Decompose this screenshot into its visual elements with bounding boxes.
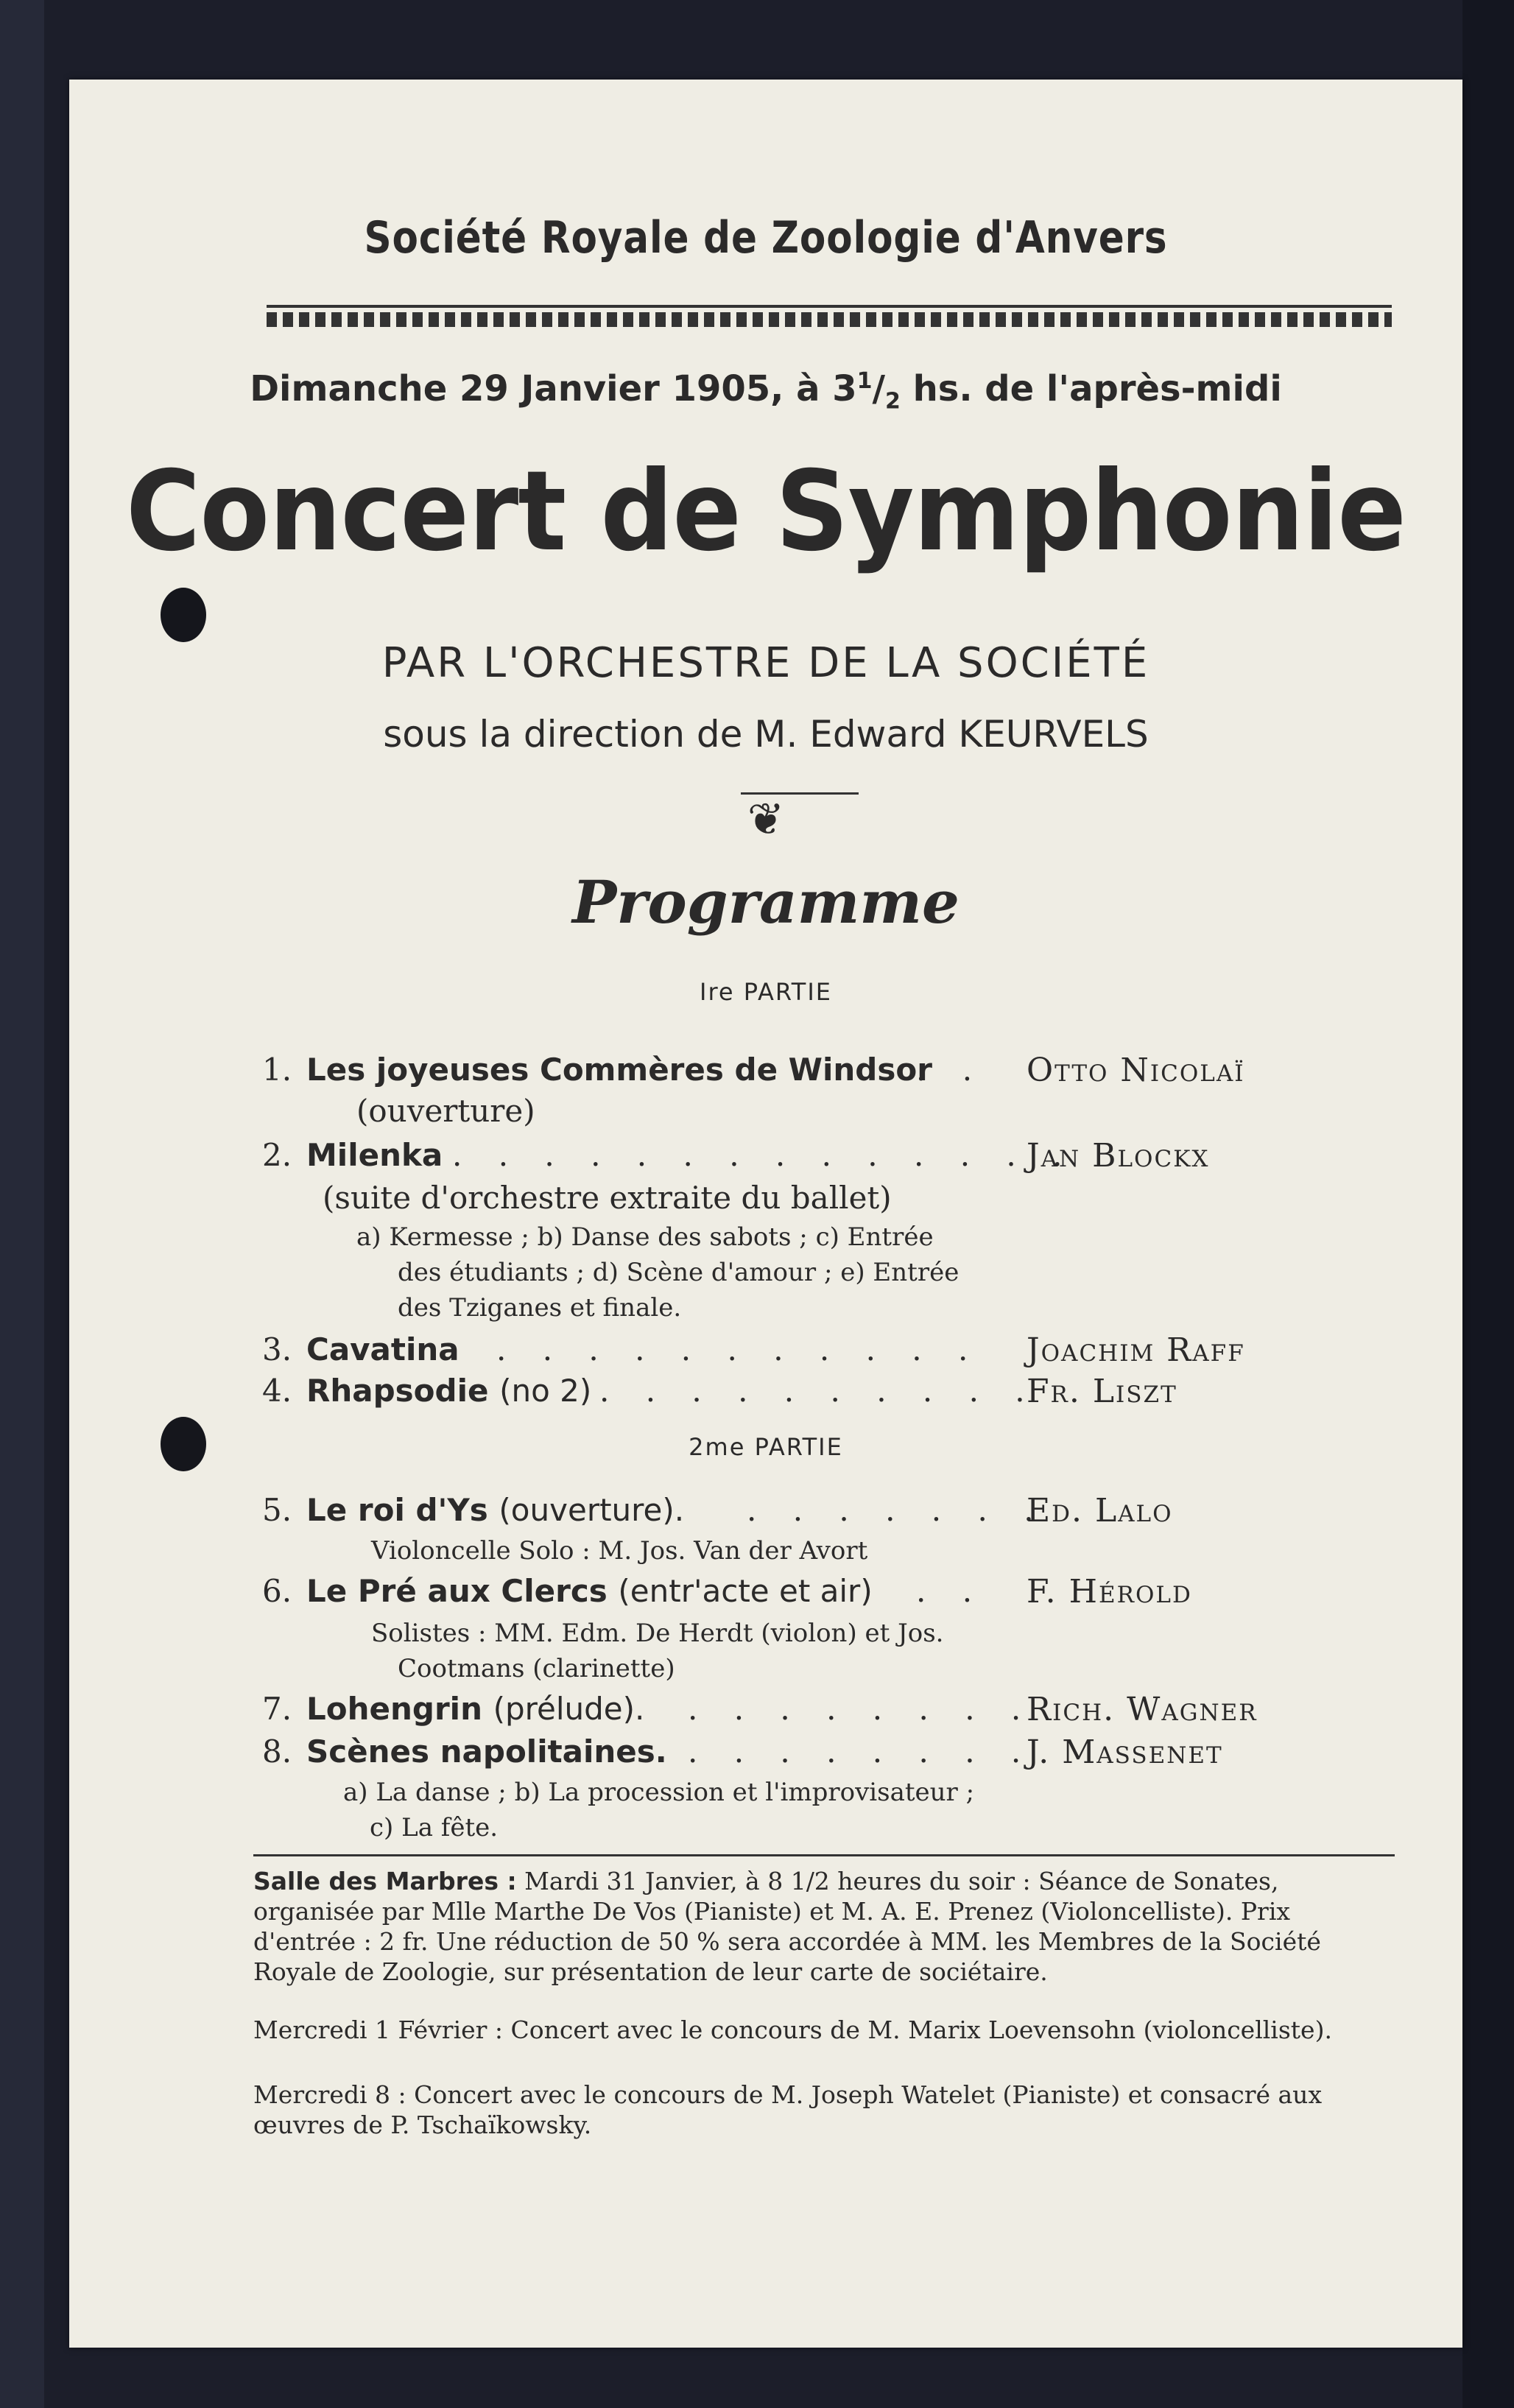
item-title xyxy=(306,1573,873,1609)
item-title xyxy=(306,1492,684,1528)
item-detail: Cootmans (clarinette) xyxy=(398,1654,675,1683)
background-right xyxy=(1462,0,1514,2408)
part-1-heading: Ire PARTIE xyxy=(700,978,832,1006)
item-detail: des Tziganes et finale. xyxy=(398,1293,682,1323)
date-suffix: hs. de l'après-midi xyxy=(900,368,1282,409)
item-composer: Ed. Lalo xyxy=(1027,1492,1173,1529)
item-leader: . . xyxy=(916,1052,986,1088)
item-extra: (no 2) xyxy=(499,1373,592,1409)
item-leader: . . . . . . . . xyxy=(688,1733,1035,1770)
item-subtitle: (suite d'orchestre extraite du ballet) xyxy=(323,1180,892,1216)
item-composer: Otto Nicolaï xyxy=(1027,1052,1245,1089)
date-fraction-num: 1 xyxy=(856,368,873,394)
item-composer: Fr. Liszt xyxy=(1027,1373,1177,1410)
item-number: 5. xyxy=(262,1492,292,1528)
item-extra: (prélude). xyxy=(493,1691,645,1727)
footer-rule xyxy=(253,1854,1395,1856)
header-rule xyxy=(267,305,1392,308)
society-name: Société Royale de Zoologie d'Anvers xyxy=(364,212,1168,264)
concert-title: Concert de Symphonie xyxy=(126,448,1406,576)
item-extra: (ouverture). xyxy=(499,1492,685,1528)
note-salle-des-marbres xyxy=(253,1866,1395,1987)
item-leader: . . . . . . . . xyxy=(688,1691,1035,1727)
item-number: 8. xyxy=(262,1733,292,1770)
decorative-border xyxy=(267,312,1392,327)
item-title: Scènes napolitaines. xyxy=(306,1733,667,1770)
item-title xyxy=(306,1373,591,1409)
item-title-text: Lohengrin xyxy=(306,1691,482,1727)
item-detail: Violoncelle Solo : M. Jos. Van der Avort xyxy=(371,1536,868,1566)
item-title-text: Le Pré aux Clercs xyxy=(306,1573,608,1609)
item-leader: . . . . . . . . . . xyxy=(599,1373,1038,1409)
item-composer: Rich. Wagner xyxy=(1027,1691,1258,1728)
item-title: Cavatina xyxy=(306,1331,460,1367)
item-composer: F. Hérold xyxy=(1027,1573,1192,1610)
item-number: 4. xyxy=(262,1373,292,1409)
item-title: Les joyeuses Commères de Windsor xyxy=(306,1052,932,1088)
item-detail: Solistes : MM. Edm. De Herdt (violon) et Jos. xyxy=(371,1619,944,1648)
item-title-text: Rhapsodie xyxy=(306,1373,489,1409)
item-title xyxy=(306,1691,644,1727)
item-leader: . . . . . . . xyxy=(747,1492,1047,1528)
direction-line: sous la direction de M. Edward KEURVELS xyxy=(383,713,1149,756)
item-number: 7. xyxy=(262,1691,292,1727)
note-mercredi-1: Mercredi 1 Février : Concert avec le concours de M. Marix Loevensohn (violoncelliste). xyxy=(253,2016,1332,2044)
item-extra: (entr'acte et air) xyxy=(618,1573,873,1609)
item-composer: Jan Blockx xyxy=(1027,1137,1210,1175)
item-detail: c) La fête. xyxy=(370,1813,499,1842)
item-title: Milenka xyxy=(306,1137,443,1173)
item-subtitle: (ouverture) xyxy=(356,1093,535,1129)
item-number: 1. xyxy=(262,1052,292,1088)
note-label: Salle des Marbres : xyxy=(253,1867,517,1895)
item-composer: Joachim Raff xyxy=(1027,1331,1245,1369)
item-number: 3. xyxy=(262,1331,292,1367)
item-title-text: Le roi d'Ys xyxy=(306,1492,488,1528)
item-number: 2. xyxy=(262,1137,292,1173)
note-text: Mardi 31 Janvier, à 8 1/2 heures du soir : Séance de Sonates, organisée par Mlle Marthe De Vos (Pianiste) et M. A. E. Prenez (Violoncelliste). Prix d'entrée : 2 fr. Une réduction de 50 % sera accordée à MM. les Membres de la Société Royale de Zoologie, sur présentation de leur carte de sociétaire. xyxy=(253,1867,1321,1986)
concert-date: Dimanche 29 Janvier 1905, à $3^1/_2$ hs. de l'après-midi xyxy=(250,368,1282,415)
item-leader: . . . . . . . . . . . . . . xyxy=(452,1137,1076,1173)
ornament-icon: ❦ xyxy=(747,794,785,845)
programme-heading: Programme xyxy=(572,867,960,937)
item-composer: J. Massenet xyxy=(1027,1733,1223,1771)
item-leader: . . xyxy=(916,1573,986,1609)
background-left xyxy=(0,0,44,2408)
programme-sheet xyxy=(69,80,1462,2348)
punch-hole-top xyxy=(161,588,206,642)
date-fraction-den: 2 xyxy=(885,388,901,415)
item-detail: a) Kermesse ; b) Danse des sabots ; c) Entrée xyxy=(356,1222,934,1252)
item-leader: . . . . . . . . . . . xyxy=(496,1331,982,1367)
item-detail: a) La danse ; b) La procession et l'improvisateur ; xyxy=(343,1778,975,1807)
part-2-heading: 2me PARTIE xyxy=(689,1433,843,1461)
item-detail: des étudiants ; d) Scène d'amour ; e) Entrée xyxy=(398,1258,960,1287)
orchestra-line: PAR L'ORCHESTRE DE LA SOCIÉTÉ xyxy=(381,639,1150,687)
note-mercredi-8: Mercredi 8 : Concert avec le concours de M. Joseph Watelet (Pianiste) et consacré aux œuvres de P. Tschaïkowsky. xyxy=(253,2080,1323,2139)
item-number: 6. xyxy=(262,1573,292,1609)
date-prefix: Dimanche 29 Janvier 1905, à 3 xyxy=(250,368,857,409)
